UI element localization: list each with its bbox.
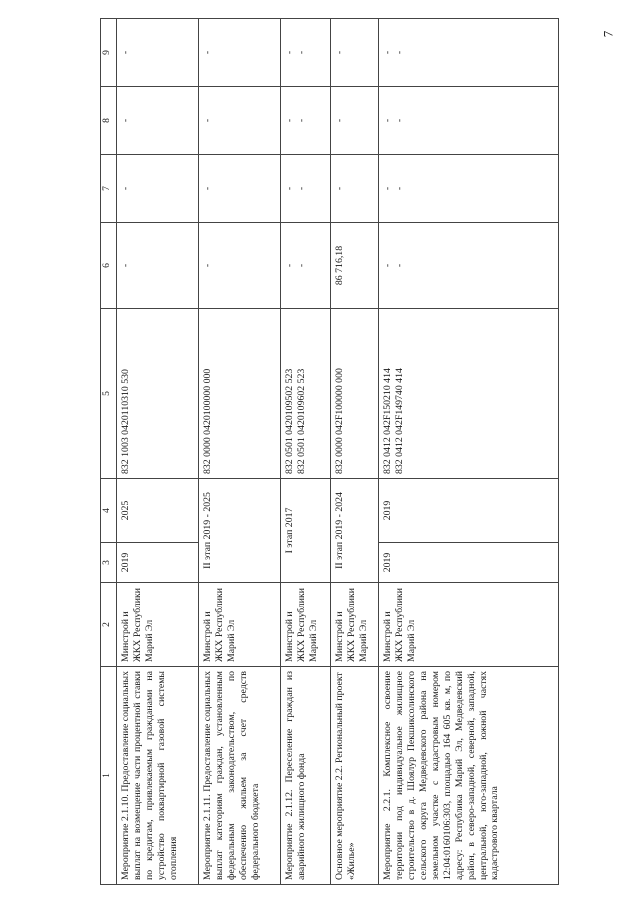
value-line: - (295, 50, 307, 55)
col-header-2: 2 (101, 583, 117, 667)
col9-value (379, 19, 559, 87)
value-line: - (120, 263, 131, 268)
table-row (331, 19, 379, 885)
page-number: 7 (600, 30, 616, 38)
value-line: - (334, 186, 345, 191)
col9-value (117, 19, 199, 87)
col-header-5: 5 (101, 309, 117, 479)
value-line: - (393, 50, 405, 55)
measure-name: Мероприятие 2.1.12. Переселение граждан из аварийного жилищного фонда (281, 667, 331, 885)
col8-value (379, 87, 559, 155)
value-line: - (284, 186, 295, 191)
value-line: - (295, 263, 307, 268)
value-line: - (284, 263, 295, 268)
period: I этап 2017 (281, 479, 331, 583)
value-line: - (120, 186, 131, 191)
header-row (101, 19, 117, 885)
value-line: - (120, 50, 131, 55)
program-table (100, 18, 559, 885)
kbk-line: 832 0501 0420109502 523 (284, 368, 295, 474)
value-line: 86 716,18 (334, 245, 345, 286)
table-row (117, 19, 199, 885)
col8-value (117, 87, 199, 155)
value-line: - (382, 118, 393, 123)
col-header-1: 1 (101, 667, 117, 885)
measure-name: Основное мероприятие 2.2. Региональный проект «Жилье» (331, 667, 379, 885)
kbk-code (281, 309, 331, 479)
col7-value (281, 155, 331, 223)
kbk-line: 832 0000 0420100000 000 (202, 368, 213, 474)
col6-value (379, 223, 559, 309)
value-line: - (393, 263, 405, 268)
kbk-line: 832 0501 0420109602 523 (295, 368, 307, 474)
start-year: 2019 (117, 543, 199, 583)
kbk-code (117, 309, 199, 479)
measure-name: Мероприятие 2.1.10. Предоставление социальных выплат на возмещение части процентной ставки по кредитам, привлекаемым гражданами на устройство поквартирной газовой системы отопления (117, 667, 199, 885)
table-row (199, 19, 281, 885)
col9-value (331, 19, 379, 87)
executor: Минстрой и ЖКХ Республики Марий Эл (199, 583, 281, 667)
kbk-code (331, 309, 379, 479)
value-line: - (382, 263, 393, 268)
measure-name: Мероприятие 2.1.11. Предоставление социальных выплат категориям граждан, установленным федеральным законодательством, по обеспечению жильем за счет средств федерального бюджета (199, 667, 281, 885)
kbk-line: 832 0412 042F150210 414 (382, 368, 393, 474)
col6-value (331, 223, 379, 309)
value-line: - (334, 118, 345, 123)
col-header-9: 9 (101, 19, 117, 87)
value-line: - (393, 118, 405, 123)
value-line: - (334, 50, 345, 55)
col7-value (379, 155, 559, 223)
col6-value (281, 223, 331, 309)
kbk-line: 832 0412 042F149740 414 (393, 368, 405, 474)
executor: Минстрой и ЖКХ Республики Марий Эл (281, 583, 331, 667)
period: II этап 2019 - 2024 (331, 479, 379, 583)
value-line: - (284, 50, 295, 55)
value-line: - (202, 186, 213, 191)
col8-value (281, 87, 331, 155)
col9-value (199, 19, 281, 87)
table-row (379, 19, 559, 885)
rotated-table-container (100, 19, 622, 885)
col8-value (331, 87, 379, 155)
value-line: - (284, 118, 295, 123)
col7-value (331, 155, 379, 223)
executor: Минстрой и ЖКХ Республики Марий Эл (331, 583, 379, 667)
value-line: - (120, 118, 131, 123)
col-header-3: 3 (101, 543, 117, 583)
executor: Минстрой и ЖКХ Республики Марий Эл (379, 583, 559, 667)
start-year: 2019 (379, 543, 559, 583)
value-line: - (382, 186, 393, 191)
period: II этап 2019 - 2025 (199, 479, 281, 583)
table-row (281, 19, 331, 885)
col7-value (117, 155, 199, 223)
value-line: - (202, 50, 213, 55)
value-line: - (295, 186, 307, 191)
executor: Минстрой и ЖКХ Республики Марий Эл (117, 583, 199, 667)
value-line: - (202, 118, 213, 123)
col9-value (281, 19, 331, 87)
col-header-4: 4 (101, 479, 117, 543)
value-line: - (202, 263, 213, 268)
col8-value (199, 87, 281, 155)
col-header-7: 7 (101, 155, 117, 223)
measure-name: Мероприятие 2.2.1. Комплексное освоение территории под индивидуальное жилищное строительство в д. Шоялур Пекшиксолинского сельского округа Медведевского района на земельном участке с кадастровым номером 12:04:0160106:303, площадью 164 605 кв. м, по адресу: Республика Марий Эл, Медведевский район, в северо-западной, северной, западной, центральной, юго-западной, южной частях кадастрового квартала (379, 667, 559, 885)
value-line: - (382, 50, 393, 55)
kbk-line: 832 0000 042F100000 000 (334, 368, 345, 474)
kbk-line: 832 1003 0420110310 530 (120, 369, 131, 474)
end-year: 2019 (379, 479, 559, 543)
value-line: - (295, 118, 307, 123)
col7-value (199, 155, 281, 223)
col6-value (117, 223, 199, 309)
kbk-code (199, 309, 281, 479)
col6-value (199, 223, 281, 309)
col-header-6: 6 (101, 223, 117, 309)
value-line: - (393, 186, 405, 191)
col-header-8: 8 (101, 87, 117, 155)
kbk-code (379, 309, 559, 479)
end-year: 2025 (117, 479, 199, 543)
